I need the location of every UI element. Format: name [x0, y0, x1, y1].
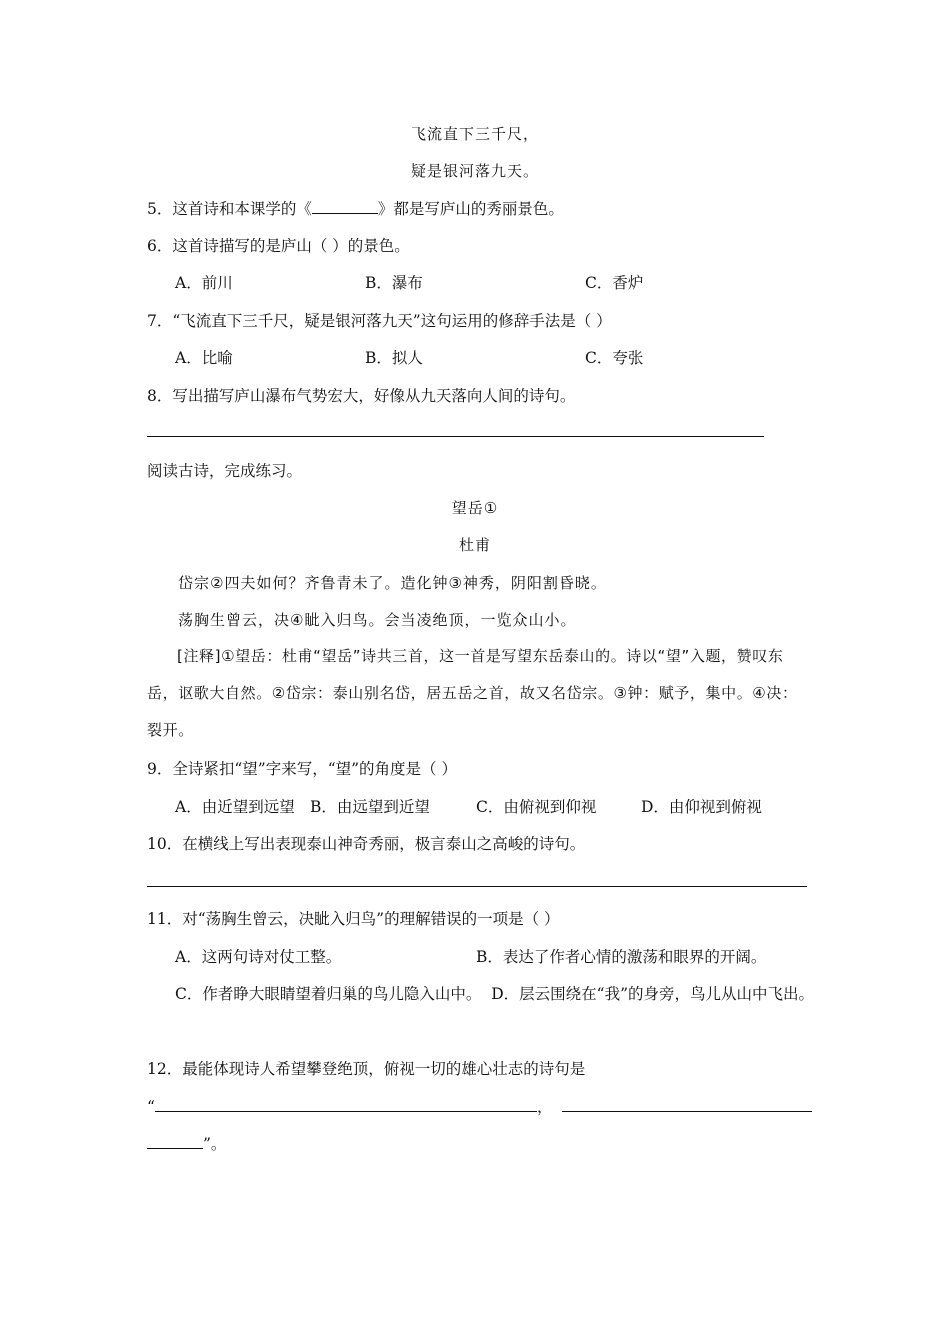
q11-option-b[interactable]: B．表达了作者心情的激荡和眼界的开阔。 — [476, 948, 767, 966]
poem1-line1: 飞流直下三千尺， — [410, 125, 539, 143]
q11-options-cd — [175, 976, 815, 1013]
question-7-stem: 7．“飞流直下三千尺，疑是银河落九天”这句运用的修辞手法是（ ） — [147, 312, 612, 330]
q9-option-d[interactable]: D．由仰视到俯视 — [641, 798, 762, 816]
q9-option-c[interactable]: C．由俯视到仰视 — [476, 798, 597, 816]
poem1-line2: 疑是银河落九天。 — [410, 162, 539, 180]
q11-option-c[interactable]: C．作者睁大眼睛望着归巢的鸟儿隐入山中。 — [175, 985, 482, 1003]
question-12-stem: 12．最能体现诗人希望攀登绝顶，俯视一切的雄心壮志的诗句是 — [147, 1060, 586, 1078]
q12-answer-blank-2-cont[interactable] — [147, 1134, 203, 1149]
question-8-stem: 8．写出描写庐山瀑布气势宏大，好像从九天落向人间的诗句。 — [147, 387, 576, 405]
q6-option-c[interactable]: C．香炉 — [585, 274, 644, 292]
poem2-line1: 岱宗②四夫如何？齐鲁青未了。造化钟③神秀，阴阳割昏晓。 — [178, 574, 607, 592]
q8-answer-line[interactable] — [147, 436, 764, 437]
q6-option-b[interactable]: B．瀑布 — [365, 274, 423, 292]
q11-option-a[interactable]: A．这两句诗对仗工整。 — [175, 948, 342, 966]
poem2-annotation: [注释]①望岳：杜甫“望岳”诗共三首，这一首是写望东岳泰山的。诗以“望”入题，赞叹东岳，讴歌大自然。②岱宗：泰山别名岱，居五岳之首，故又名岱宗。③钟：赋予，集中。④决：裂开。 — [147, 647, 798, 739]
q12-close-quote: ”。 — [203, 1135, 227, 1153]
q12-answer-row-2 — [147, 1134, 226, 1154]
q12-comma: ， — [536, 1098, 553, 1116]
question-5 — [147, 199, 564, 219]
q12-open-quote: “ — [147, 1098, 155, 1116]
reading-intro: 阅读古诗，完成练习。 — [147, 462, 303, 480]
q9-option-b[interactable]: B．由远望到近望 — [310, 798, 430, 816]
question-9-stem: 9．全诗紧扣“望”字来写，“望”的角度是（ ） — [147, 760, 457, 778]
q7-option-b[interactable]: B．拟人 — [365, 349, 423, 367]
q7-option-c[interactable]: C．夸张 — [585, 349, 644, 367]
q10-answer-line[interactable] — [147, 886, 807, 887]
poem2-title: 望岳① — [451, 499, 499, 517]
q12-answer-blank-2[interactable] — [562, 1097, 812, 1112]
q12-answer-row-1 — [147, 1097, 812, 1117]
q12-answer-blank-1[interactable] — [155, 1097, 537, 1112]
poem2-line2: 荡胸生曾云，决④眦入归鸟。会当凌绝顶，一览众山小。 — [178, 611, 577, 629]
q6-option-a[interactable]: A．前川 — [175, 274, 233, 292]
q11-option-d[interactable]: D．层云围绕在“我”的身旁，鸟儿从山中飞出。 — [491, 985, 815, 1003]
question-11-stem: 11．对“荡胸生曾云，决眦入归鸟”的理解错误的一项是（ ） — [147, 910, 560, 928]
q7-option-a[interactable]: A．比喻 — [175, 349, 233, 367]
question-6-stem: 6．这首诗描写的是庐山（ ）的景色。 — [147, 237, 410, 255]
q5-text-post: 》都是写庐山的秀丽景色。 — [377, 200, 564, 218]
question-10-stem: 10．在横线上写出表现泰山神奇秀丽，极言泰山之高峻的诗句。 — [147, 835, 586, 853]
q9-option-a[interactable]: A．由近望到远望 — [175, 798, 295, 816]
q5-answer-blank[interactable] — [312, 199, 378, 214]
poem2-author: 杜甫 — [458, 536, 491, 554]
q5-text-pre: 5．这首诗和本课学的《 — [147, 200, 312, 218]
